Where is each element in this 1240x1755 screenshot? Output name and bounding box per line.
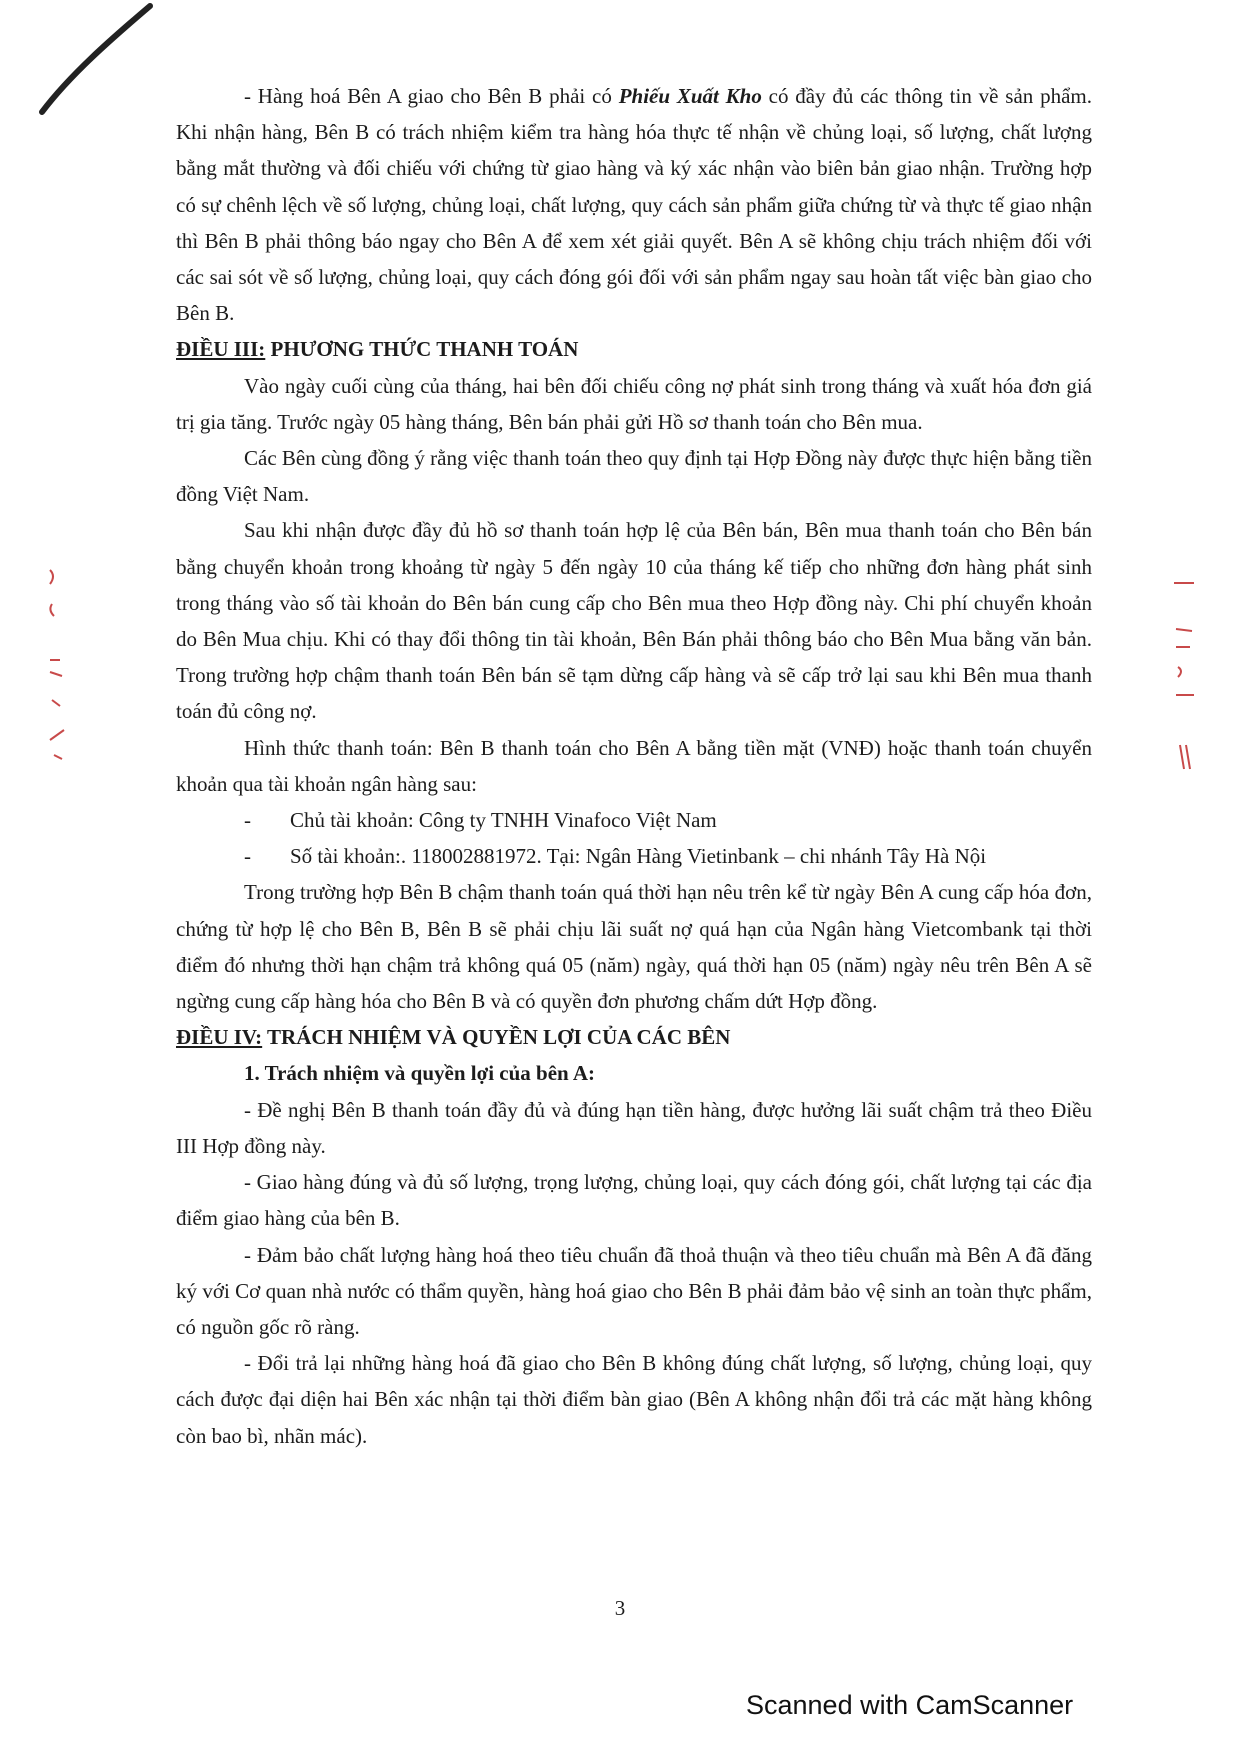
account-holder-item xyxy=(176,802,1092,838)
text-run: - Hàng hoá Bên A giao cho Bên B phải có xyxy=(244,84,619,108)
red-stamp-fragment-icon xyxy=(1170,575,1202,795)
paragraph-delivery xyxy=(176,78,1092,331)
article-4-bullet-4: - Đổi trả lại những hàng hoá đã giao cho Bên B không đúng chất lượng, số lượng, chủng loại, quy cách được đại diện hai Bên xác nhận tại thời điểm bàn giao (Bên A không nhận đổi trả các mặt hàng không còn bao bì, nhãn mác). xyxy=(176,1351,1092,1448)
article-3-paragraph-5: Trong trường hợp Bên B chậm thanh toán quá thời hạn nêu trên kể từ ngày Bên A cung cấp hóa đơn, chứng từ hợp lệ cho Bên B, Bên B sẽ phải chịu lãi suất nợ quá hạn của Ngân hàng Vietcombank tại thời điểm đó nhưng thời hạn chậm trả không quá 05 (năm) ngày, quá thời hạn 05 (năm) ngày nêu trên Bên A sẽ ngừng cung cấp hàng hóa cho Bên B và có quyền đơn phương chấm dứt Hợp đồng. xyxy=(176,880,1092,1014)
article-4-label: ĐIỀU IV: xyxy=(176,1025,263,1050)
camscanner-watermark: Scanned with CamScanner xyxy=(746,1690,1074,1720)
text-run: có đầy đủ các thông tin về sản phẩm. Khi nhận hàng, Bên B có trách nhiệm kiểm tra hàng hóa thực tế nhận về chủng loại, số lượng, chất lượng bằng mắt thường và đối chiếu với chứng từ giao hàng và ký xác nhận vào biên bản giao nhận. Trường hợp có sự chênh lệch về số lượng, chủng loại, chất lượng, quy cách sản phẩm giữa chứng từ và thực tế giao nhận thì Bên B phải thông báo ngay cho Bên A để xem xét giải quyết. Bên A sẽ không chịu trách nhiệm đối với các sai sót về số lượng, chủng loại, quy cách đóng gói đối với sản phẩm ngay sau hoàn tất việc bàn giao cho Bên B. xyxy=(176,84,1092,326)
article-3-title: PHƯƠNG THỨC THANH TOÁN xyxy=(265,337,579,362)
page-number: 3 xyxy=(614,1596,626,1620)
article-4-bullet-3: - Đảm bảo chất lượng hàng hoá theo tiêu chuẩn đã thoả thuận và theo tiêu chuẩn mà Bên A đã đăng ký với Cơ quan nhà nước có thẩm quyền, hàng hoá giao cho Bên B phải đảm bảo vệ sinh an toàn thực phẩm, có nguồn gốc rõ ràng. xyxy=(176,1242,1092,1339)
account-holder: Chủ tài khoản: Công ty TNHH Vinafoco Việt Nam xyxy=(290,808,717,833)
article-3-label: ĐIỀU III: xyxy=(176,337,266,362)
emphasis-phieu-xuat-kho: Phiếu Xuất Kho xyxy=(618,84,762,108)
account-number-item xyxy=(176,838,1092,874)
article-4-bullet-2: - Giao hàng đúng và đủ số lượng, trọng lượng, chủng loại, quy cách đóng gói, chất lượng tại các địa điểm giao hàng của bên B. xyxy=(176,1170,1092,1231)
list-dash: - xyxy=(244,844,251,869)
scan-fold-line-icon xyxy=(0,0,180,130)
article-4-heading xyxy=(176,1019,1092,1055)
article-3-paragraph-2: Các Bên cùng đồng ý rằng việc thanh toán theo quy định tại Hợp Đồng này được thực hiện bằng tiền đồng Việt Nam. xyxy=(176,446,1092,507)
list-dash: - xyxy=(244,808,251,833)
article-4-title: TRÁCH NHIỆM VÀ QUYỀN LỢI CỦA CÁC BÊN xyxy=(262,1025,731,1050)
document-body xyxy=(176,78,1092,1454)
article-4-bullet-1: - Đề nghị Bên B thanh toán đầy đủ và đúng hạn tiền hàng, được hưởng lãi suất chậm trả theo Điều III Hợp đồng này. xyxy=(176,1097,1092,1158)
article-3-heading xyxy=(176,331,1092,367)
article-3-paragraph-1: Vào ngày cuối cùng của tháng, hai bên đối chiếu công nợ phát sinh trong tháng và xuất hóa đơn giá trị gia tăng. Trước ngày 05 hàng tháng, Bên bán phải gửi Hồ sơ thanh toán cho Bên mua. xyxy=(176,373,1092,434)
red-stamp-fragment-icon xyxy=(44,560,74,770)
account-number: Số tài khoản:. 118002881972. Tại: Ngân Hàng Vietinbank – chi nhánh Tây Hà Nội xyxy=(290,844,987,869)
article-3-paragraph-3: Sau khi nhận được đầy đủ hồ sơ thanh toán hợp lệ của Bên bán, Bên mua thanh toán cho Bên bán bằng chuyển khoản trong khoảng từ ngày 5 đến ngày 10 của tháng kế tiếp cho những đơn hàng phát sinh trong tháng vào số tài khoản do Bên bán cung cấp cho Bên mua theo Hợp đồng này. Chi phí chuyển khoản do Bên Mua chịu. Khi có thay đổi thông tin tài khoản, Bên Bán phải thông báo cho Bên Mua bằng văn bản. Trong trường hợp chậm thanh toán Bên bán sẽ tạm dừng cấp hàng và sẽ cấp trở lại sau khi Bên mua thanh toán đủ công nợ. xyxy=(176,518,1092,724)
article-4-subheading-1: 1. Trách nhiệm và quyền lợi của bên A: xyxy=(244,1061,595,1086)
article-3-paragraph-4: Hình thức thanh toán: Bên B thanh toán cho Bên A bằng tiền mặt (VNĐ) hoặc thanh toán chuyển khoản qua tài khoản ngân hàng sau: xyxy=(176,735,1092,796)
